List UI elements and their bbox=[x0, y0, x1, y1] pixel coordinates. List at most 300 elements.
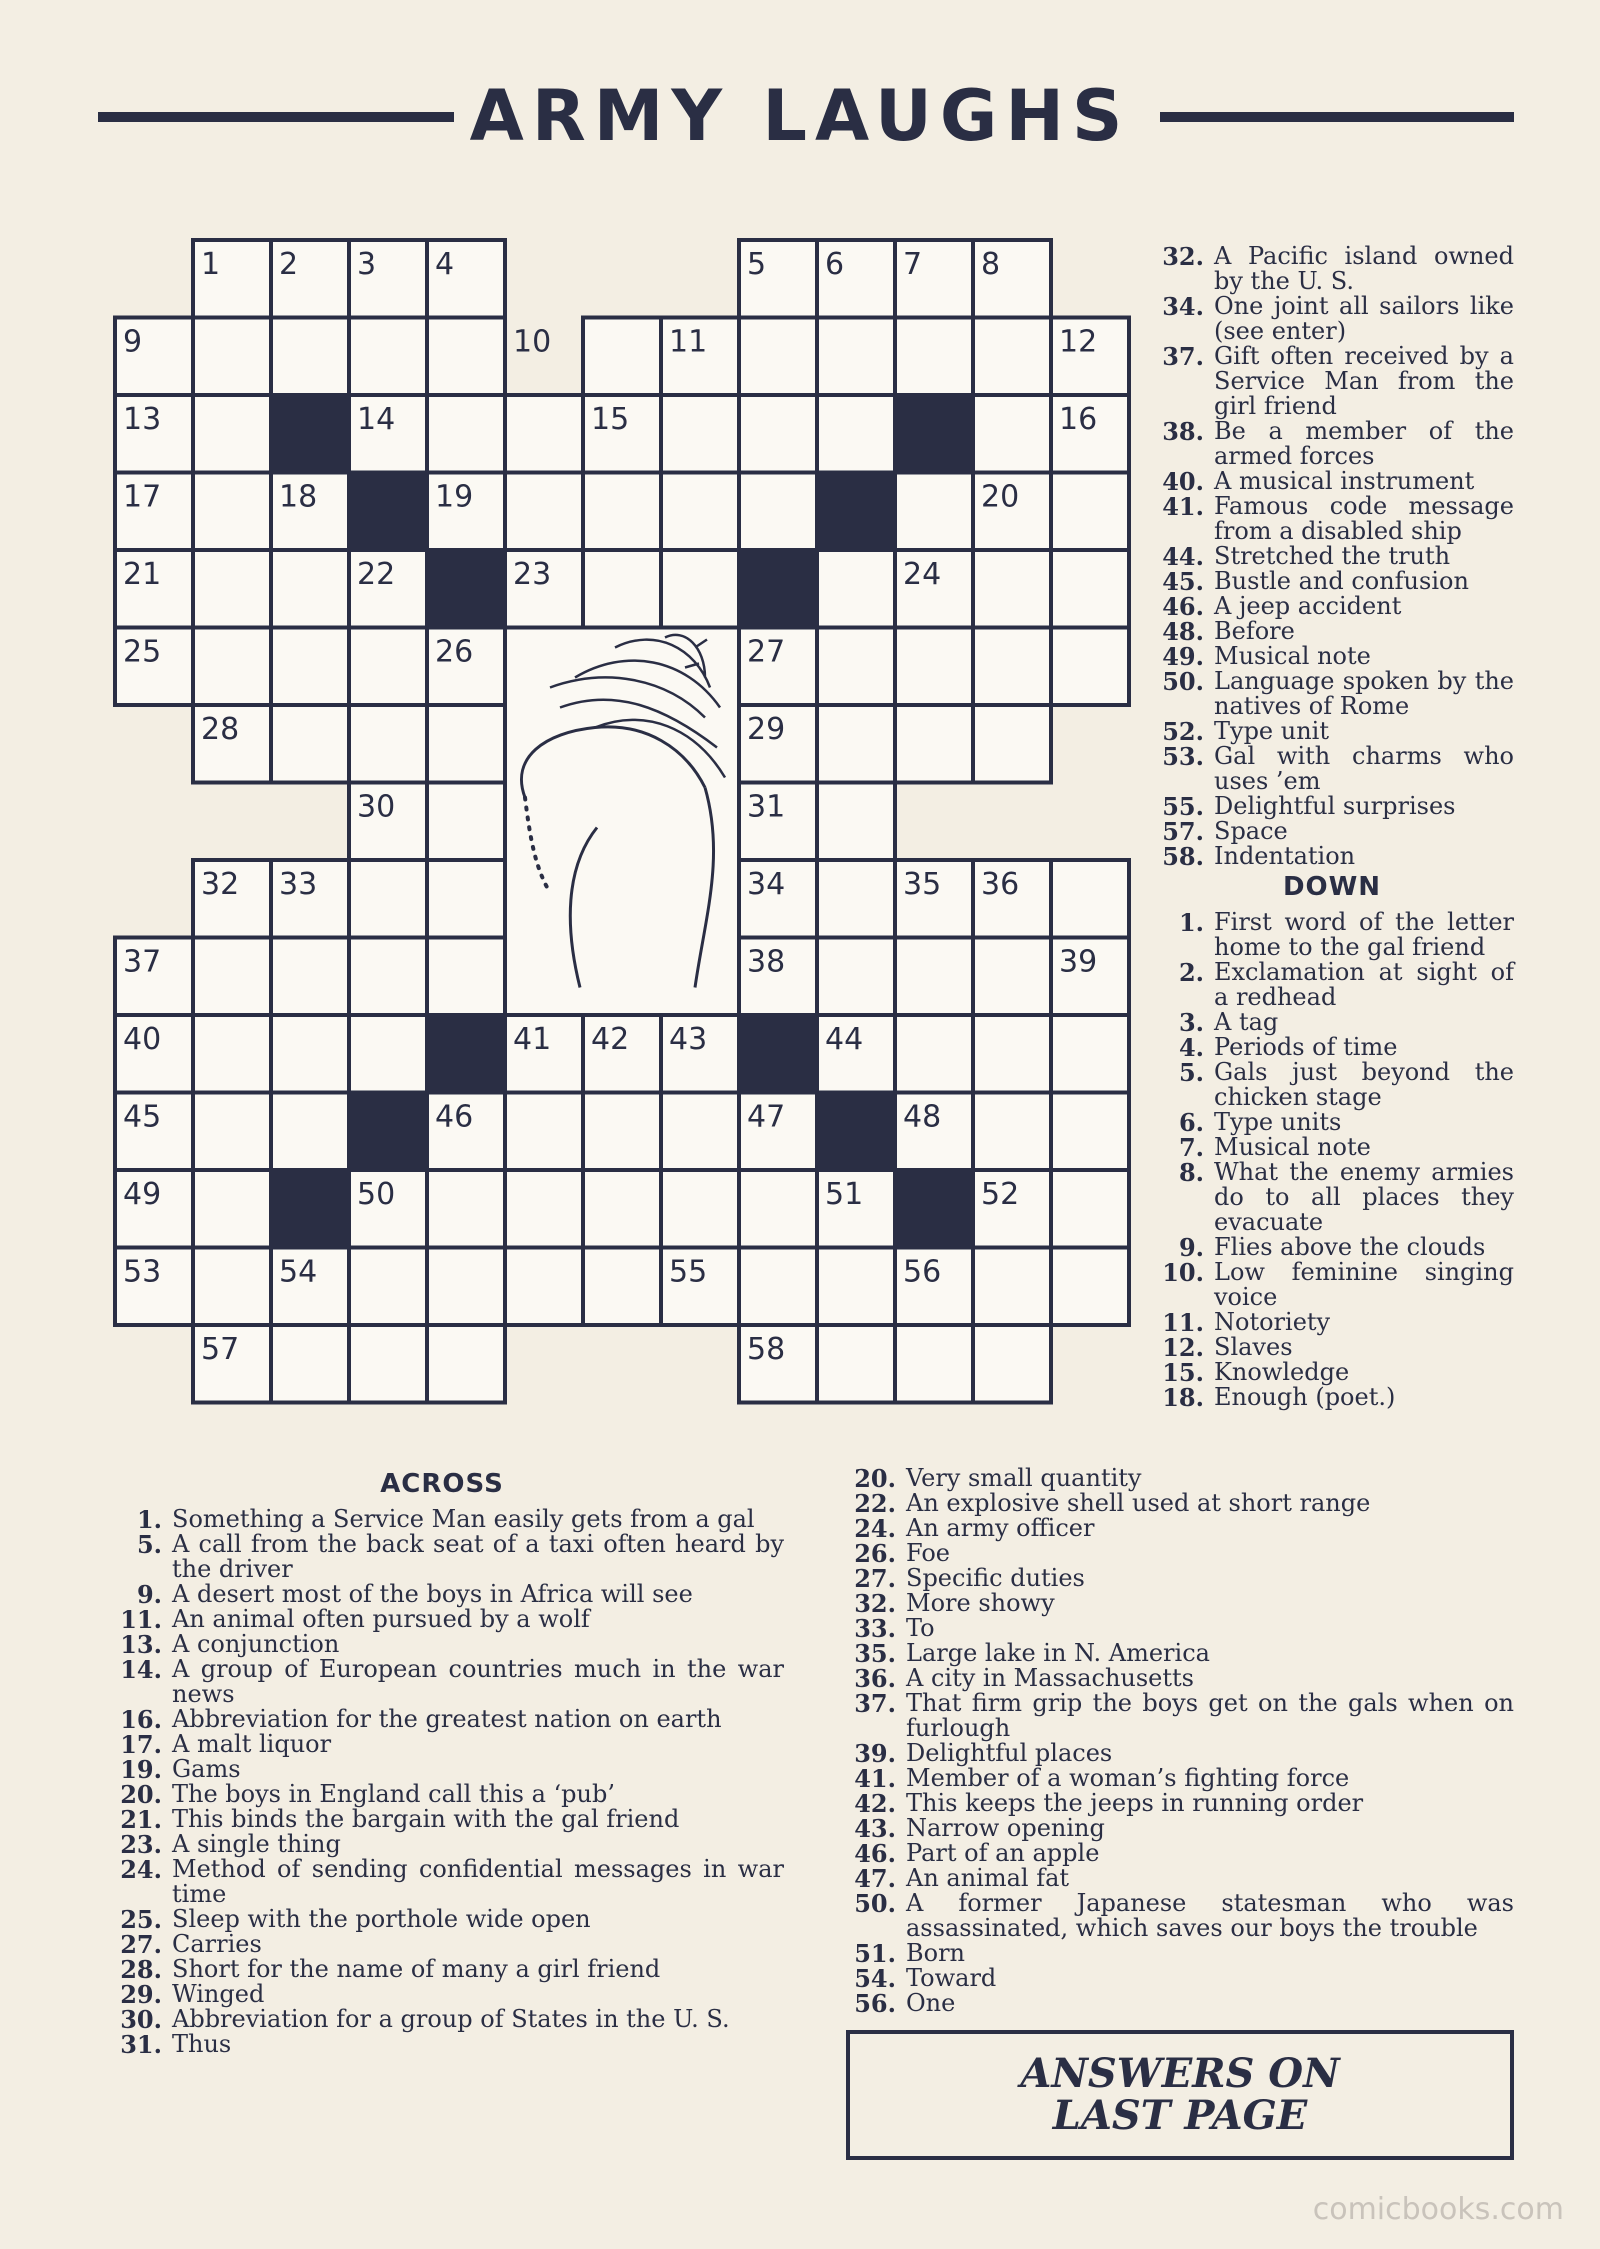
cell-number: 34 bbox=[747, 867, 786, 902]
cell-number: 17 bbox=[123, 479, 162, 515]
clue-text: Flies above the clouds bbox=[1214, 1233, 1486, 1261]
clue-number: 44. bbox=[1162, 542, 1204, 571]
clue-text: A jeep accident bbox=[1214, 592, 1402, 620]
clue-item bbox=[1150, 844, 1514, 869]
clue-item bbox=[100, 1782, 784, 1807]
grid-cell[interactable] bbox=[349, 705, 427, 783]
clue-number: 41. bbox=[854, 1764, 896, 1793]
grid-cell[interactable] bbox=[349, 1015, 427, 1093]
grid-cell[interactable] bbox=[661, 473, 739, 551]
cell-number: 24 bbox=[903, 557, 942, 592]
clue-number: 10. bbox=[1162, 1258, 1204, 1287]
grid-cell[interactable] bbox=[427, 783, 505, 861]
grid-cell[interactable] bbox=[739, 318, 817, 396]
grid-cell[interactable] bbox=[739, 395, 817, 473]
black-square bbox=[739, 550, 817, 628]
grid-cell[interactable] bbox=[349, 860, 427, 938]
clue-text: A city in Massachusetts bbox=[906, 1664, 1194, 1692]
clue-text: Born bbox=[906, 1939, 966, 1967]
clue-text: Enough (poet.) bbox=[1214, 1383, 1396, 1411]
clue-item bbox=[100, 1957, 784, 1982]
clue-number: 21. bbox=[120, 1805, 162, 1834]
clue-number: 58. bbox=[1162, 842, 1204, 871]
grid-cell[interactable] bbox=[427, 938, 505, 1016]
grid-cell[interactable] bbox=[271, 1015, 349, 1093]
clue-text: Specific duties bbox=[906, 1564, 1085, 1592]
grid-cell[interactable] bbox=[505, 395, 583, 473]
cell-number: 38 bbox=[747, 944, 786, 980]
clue-number: 20. bbox=[854, 1464, 896, 1493]
grid-cell[interactable] bbox=[973, 318, 1051, 396]
cell-number: 15 bbox=[591, 402, 630, 437]
clue-text: Indentation bbox=[1214, 842, 1356, 870]
cell-number: 25 bbox=[123, 634, 162, 670]
cell-number: 48 bbox=[903, 1099, 942, 1135]
cell-number: 8 bbox=[981, 247, 1001, 282]
clue-item bbox=[1150, 419, 1514, 469]
clue-text: A group of European countries much in the war news bbox=[172, 1655, 784, 1708]
clue-item bbox=[1150, 744, 1514, 794]
clue-number: 9. bbox=[136, 1580, 162, 1609]
grid-cell[interactable] bbox=[817, 550, 895, 628]
grid-cell[interactable] bbox=[193, 938, 271, 1016]
clue-number: 50. bbox=[1162, 667, 1204, 696]
down-clues-top bbox=[1150, 244, 1514, 1410]
clue-text: Knowledge bbox=[1214, 1358, 1350, 1386]
clue-item bbox=[840, 1516, 1514, 1541]
clue-item bbox=[100, 1732, 784, 1757]
down-heading: DOWN bbox=[1282, 872, 1382, 902]
clue-item bbox=[100, 1632, 784, 1657]
black-square bbox=[427, 1015, 505, 1093]
grid-cell[interactable] bbox=[895, 318, 973, 396]
clue-number: 18. bbox=[1162, 1383, 1204, 1412]
cell-number: 49 bbox=[123, 1177, 162, 1212]
grid-cell[interactable] bbox=[349, 938, 427, 1016]
clue-number: 11. bbox=[1162, 1308, 1204, 1337]
cell-number: 28 bbox=[201, 712, 240, 747]
clue-text: Something a Service Man easily gets from a gal bbox=[172, 1505, 755, 1533]
clue-text: An animal often pursued by a wolf bbox=[172, 1605, 590, 1633]
clue-item bbox=[840, 1791, 1514, 1816]
grid-cell[interactable] bbox=[817, 1248, 895, 1326]
grid-cell[interactable] bbox=[739, 473, 817, 551]
cell-number: 1 bbox=[201, 247, 221, 282]
grid-cell[interactable] bbox=[271, 938, 349, 1016]
grid-cell[interactable] bbox=[973, 628, 1051, 706]
cell-number: 46 bbox=[435, 1099, 474, 1135]
clue-text: Gams bbox=[172, 1755, 241, 1783]
clue-item bbox=[1150, 1335, 1514, 1360]
clue-text: To bbox=[906, 1614, 935, 1642]
clue-number: 29. bbox=[120, 1980, 162, 2009]
clue-item bbox=[840, 1691, 1514, 1741]
clue-item bbox=[100, 1532, 784, 1582]
black-square bbox=[427, 550, 505, 628]
grid-cell[interactable] bbox=[193, 1015, 271, 1093]
cell-number: 58 bbox=[747, 1332, 786, 1367]
clue-text: Toward bbox=[906, 1964, 997, 1992]
clue-item bbox=[1150, 294, 1514, 344]
grid-cell[interactable] bbox=[661, 395, 739, 473]
clue-item bbox=[840, 1741, 1514, 1766]
cell-number: 35 bbox=[903, 867, 942, 902]
cell-number: 12 bbox=[1059, 324, 1098, 360]
cell-number: 30 bbox=[357, 789, 396, 825]
black-square bbox=[817, 1093, 895, 1171]
clue-item bbox=[1150, 1310, 1514, 1335]
grid-cell[interactable] bbox=[583, 1093, 661, 1171]
grid-cell[interactable] bbox=[817, 318, 895, 396]
clue-number: 11. bbox=[120, 1605, 162, 1634]
clue-number: 55. bbox=[1162, 792, 1204, 821]
grid-cell[interactable] bbox=[349, 1248, 427, 1326]
grid-cell[interactable] bbox=[1051, 628, 1129, 706]
grid-cell[interactable] bbox=[271, 705, 349, 783]
clue-text: Language spoken by the natives of Rome bbox=[1214, 667, 1514, 720]
clue-item bbox=[840, 1966, 1514, 1991]
clue-item bbox=[100, 1757, 784, 1782]
grid-cell[interactable] bbox=[817, 705, 895, 783]
cell-number: 7 bbox=[903, 247, 923, 282]
clue-number: 27. bbox=[120, 1930, 162, 1959]
clue-number: 28. bbox=[120, 1955, 162, 1984]
grid-cell[interactable] bbox=[193, 1093, 271, 1171]
grid-cell[interactable] bbox=[349, 628, 427, 706]
clue-text: A call from the back seat of a taxi often heard by the driver bbox=[172, 1530, 784, 1583]
clue-item bbox=[100, 2007, 784, 2032]
grid-cell[interactable] bbox=[973, 938, 1051, 1016]
cell-number: 16 bbox=[1059, 402, 1098, 437]
grid-cell[interactable] bbox=[817, 395, 895, 473]
cell-number: 41 bbox=[513, 1022, 552, 1057]
black-square bbox=[271, 1170, 349, 1248]
cell-number: 29 bbox=[747, 712, 786, 747]
grid-cell[interactable] bbox=[895, 1325, 973, 1403]
clue-text: Stretched the truth bbox=[1214, 542, 1451, 570]
grid-cell[interactable] bbox=[427, 318, 505, 396]
cell-number: 11 bbox=[669, 324, 708, 360]
clue-item bbox=[1150, 644, 1514, 669]
clue-number: 22. bbox=[854, 1489, 896, 1518]
grid-cell[interactable] bbox=[817, 628, 895, 706]
cell-number: 23 bbox=[513, 557, 552, 592]
grid-cell[interactable] bbox=[1051, 1248, 1129, 1326]
clue-number: 25. bbox=[120, 1905, 162, 1934]
clue-item bbox=[1150, 1235, 1514, 1260]
clue-text: Large lake in N. America bbox=[906, 1639, 1210, 1667]
grid-cell[interactable] bbox=[973, 705, 1051, 783]
grid-cell[interactable] bbox=[895, 628, 973, 706]
cell-number: 54 bbox=[279, 1254, 318, 1290]
clue-item bbox=[840, 1891, 1514, 1941]
cell-number: 2 bbox=[279, 247, 299, 282]
clue-number: 6. bbox=[1178, 1108, 1204, 1137]
clue-number: 50. bbox=[854, 1889, 896, 1918]
clue-number: 31. bbox=[120, 2030, 162, 2059]
black-square bbox=[349, 1093, 427, 1171]
cell-number: 9 bbox=[123, 324, 143, 360]
grid-cell[interactable] bbox=[427, 860, 505, 938]
clue-text: Part of an apple bbox=[906, 1839, 1100, 1867]
grid-cell[interactable] bbox=[1051, 1015, 1129, 1093]
cell-number: 13 bbox=[123, 402, 162, 437]
black-square bbox=[895, 395, 973, 473]
cell-number: 22 bbox=[357, 557, 396, 592]
cell-number: 33 bbox=[279, 867, 318, 902]
grid-cell[interactable] bbox=[427, 395, 505, 473]
clue-item bbox=[840, 1666, 1514, 1691]
grid-cell[interactable] bbox=[193, 318, 271, 396]
clue-number: 14. bbox=[120, 1655, 162, 1684]
clue-number: 45. bbox=[1162, 567, 1204, 596]
clue-number: 12. bbox=[1162, 1333, 1204, 1362]
clue-item bbox=[1150, 469, 1514, 494]
clue-item bbox=[1150, 960, 1514, 1010]
grid-cell[interactable] bbox=[973, 1093, 1051, 1171]
grid-cell[interactable] bbox=[661, 550, 739, 628]
clue-item bbox=[840, 1466, 1514, 1491]
grid-cell[interactable] bbox=[427, 1248, 505, 1326]
cell-number: 52 bbox=[981, 1177, 1020, 1212]
grid-cell[interactable] bbox=[505, 1248, 583, 1326]
clue-number: 56. bbox=[854, 1989, 896, 2018]
grid-cell[interactable] bbox=[271, 628, 349, 706]
grid-cell[interactable] bbox=[505, 1170, 583, 1248]
clue-item bbox=[1150, 344, 1514, 419]
clue-text: A musical instrument bbox=[1214, 467, 1475, 495]
grid-cell[interactable] bbox=[895, 705, 973, 783]
clue-text: The boys in England call this a ‘pub’ bbox=[172, 1780, 615, 1808]
black-square bbox=[271, 395, 349, 473]
cell-number: 55 bbox=[669, 1254, 708, 1290]
clue-number: 42. bbox=[854, 1789, 896, 1818]
grid-cell[interactable] bbox=[193, 1248, 271, 1326]
cell-number: 5 bbox=[747, 247, 767, 282]
grid-cell[interactable] bbox=[661, 1093, 739, 1171]
grid-cell[interactable] bbox=[1051, 473, 1129, 551]
grid-cell[interactable] bbox=[895, 938, 973, 1016]
grid-cell[interactable] bbox=[973, 550, 1051, 628]
clue-text: A former Japanese statesman who was assassinated, which saves our boys the trouble bbox=[906, 1889, 1514, 1942]
clue-number: 20. bbox=[120, 1780, 162, 1809]
grid-cell[interactable] bbox=[193, 1170, 271, 1248]
clue-item bbox=[840, 1941, 1514, 1966]
clue-text: An animal fat bbox=[906, 1864, 1070, 1892]
clue-number: 39. bbox=[854, 1739, 896, 1768]
grid-cell[interactable] bbox=[427, 1325, 505, 1403]
clue-text: Gals just beyond the chicken stage bbox=[1214, 1058, 1514, 1111]
page-title: ARMY LAUGHS bbox=[469, 75, 1131, 157]
clue-item bbox=[840, 1816, 1514, 1841]
cell-number: 20 bbox=[981, 479, 1020, 515]
grid-cell[interactable] bbox=[271, 318, 349, 396]
clue-number: 37. bbox=[1162, 342, 1204, 371]
clue-text: A single thing bbox=[172, 1830, 341, 1858]
clue-number: 17. bbox=[120, 1730, 162, 1759]
grid-cell[interactable] bbox=[505, 473, 583, 551]
clue-text: Thus bbox=[172, 2030, 232, 2058]
grid-cell[interactable] bbox=[817, 860, 895, 938]
clue-text: Delightful places bbox=[906, 1739, 1113, 1767]
clue-number: 13. bbox=[120, 1630, 162, 1659]
clue-number: 57. bbox=[1162, 817, 1204, 846]
clue-number: 33. bbox=[854, 1614, 896, 1643]
clue-item bbox=[1150, 669, 1514, 719]
cell-number: 40 bbox=[123, 1022, 162, 1057]
grid-cell[interactable] bbox=[895, 473, 973, 551]
cell-number: 39 bbox=[1059, 944, 1098, 980]
clue-text: Slaves bbox=[1214, 1333, 1293, 1361]
cell-number: 56 bbox=[903, 1254, 942, 1290]
clue-text: More showy bbox=[906, 1589, 1055, 1617]
grid-cell[interactable] bbox=[973, 1015, 1051, 1093]
clue-item bbox=[840, 1491, 1514, 1516]
clue-text: Foe bbox=[906, 1539, 950, 1567]
clue-text: Be a member of the armed forces bbox=[1214, 417, 1514, 470]
watermark: comicbooks.com bbox=[1312, 2192, 1564, 2227]
clue-item bbox=[1150, 1385, 1514, 1410]
clue-number: 46. bbox=[854, 1839, 896, 1868]
clue-number: 43. bbox=[854, 1814, 896, 1843]
answers-note: ANSWERS ON LAST PAGE bbox=[846, 2030, 1514, 2160]
grid-cell[interactable] bbox=[661, 1170, 739, 1248]
clue-item bbox=[1150, 719, 1514, 744]
clue-number: 51. bbox=[854, 1939, 896, 1968]
grid-cell[interactable] bbox=[973, 395, 1051, 473]
grid-cell[interactable] bbox=[193, 473, 271, 551]
cell-number: 19 bbox=[435, 479, 474, 515]
clue-number: 26. bbox=[854, 1539, 896, 1568]
clue-item bbox=[1150, 594, 1514, 619]
clue-text: Before bbox=[1214, 617, 1295, 645]
cell-number: 26 bbox=[435, 634, 474, 670]
grid-cell[interactable] bbox=[583, 473, 661, 551]
across-section bbox=[100, 1466, 784, 2057]
grid-cell[interactable] bbox=[1051, 1093, 1129, 1171]
clue-number: 32. bbox=[854, 1589, 896, 1618]
clue-item bbox=[100, 1707, 784, 1732]
clue-item bbox=[100, 1807, 784, 1832]
grid-cell[interactable] bbox=[193, 550, 271, 628]
clue-text: That firm grip the boys get on the gals when on furlough bbox=[906, 1689, 1514, 1742]
cell-number: 21 bbox=[123, 557, 162, 592]
cell-number: 32 bbox=[201, 867, 240, 902]
clue-text: This keeps the jeeps in running order bbox=[906, 1789, 1364, 1817]
grid-cell[interactable] bbox=[193, 628, 271, 706]
clue-item bbox=[1150, 569, 1514, 594]
grid-cell[interactable] bbox=[427, 1170, 505, 1248]
clue-text: Very small quantity bbox=[906, 1464, 1142, 1492]
grid-cell[interactable] bbox=[271, 1093, 349, 1171]
grid-cell[interactable] bbox=[817, 783, 895, 861]
clue-item bbox=[1150, 1035, 1514, 1060]
clue-number: 37. bbox=[854, 1689, 896, 1718]
grid-cell[interactable] bbox=[583, 318, 661, 396]
clue-number: 30. bbox=[120, 2005, 162, 2034]
clue-number: 24. bbox=[854, 1514, 896, 1543]
across-heading: ACROSS bbox=[380, 1469, 504, 1499]
clue-text: Narrow opening bbox=[906, 1814, 1105, 1842]
cell-number: 57 bbox=[201, 1332, 240, 1367]
clue-text: What the enemy armies do to all places they evacuate bbox=[1214, 1158, 1514, 1236]
black-square bbox=[349, 473, 427, 551]
grid-cell[interactable] bbox=[817, 1325, 895, 1403]
clue-number: 4. bbox=[1178, 1033, 1204, 1062]
clue-item bbox=[100, 1607, 784, 1632]
grid-cell[interactable] bbox=[349, 318, 427, 396]
grid-cell[interactable] bbox=[193, 395, 271, 473]
clue-number: 35. bbox=[854, 1639, 896, 1668]
grid-cell[interactable] bbox=[973, 1325, 1051, 1403]
clue-number: 1. bbox=[136, 1505, 162, 1534]
cell-number: 42 bbox=[591, 1022, 630, 1057]
grid-cell[interactable] bbox=[1051, 860, 1129, 938]
clue-number: 46. bbox=[1162, 592, 1204, 621]
clue-text: Abbreviation for the greatest nation on earth bbox=[172, 1705, 722, 1733]
clue-text: One joint all sailors like (see enter) bbox=[1214, 292, 1514, 345]
clue-number: 15. bbox=[1162, 1358, 1204, 1387]
clue-number: 24. bbox=[120, 1855, 162, 1884]
black-square bbox=[895, 1170, 973, 1248]
clue-text: Notoriety bbox=[1214, 1308, 1331, 1336]
grid-cell[interactable] bbox=[427, 705, 505, 783]
clue-item bbox=[1150, 1160, 1514, 1235]
clue-item bbox=[1150, 910, 1514, 960]
clue-number: 1. bbox=[1178, 908, 1204, 937]
grid-cell[interactable] bbox=[583, 1248, 661, 1326]
grid-cell[interactable] bbox=[349, 1325, 427, 1403]
clue-item bbox=[100, 1582, 784, 1607]
cell-number: 37 bbox=[123, 944, 162, 980]
grid-cell[interactable] bbox=[583, 550, 661, 628]
clue-number: 3. bbox=[1178, 1008, 1204, 1037]
grid-cell[interactable] bbox=[739, 1170, 817, 1248]
clue-item bbox=[1150, 1110, 1514, 1135]
clue-item bbox=[1150, 494, 1514, 544]
clue-number: 5. bbox=[136, 1530, 162, 1559]
clue-item bbox=[100, 1657, 784, 1707]
clue-text: Exclamation at sight of a redhead bbox=[1214, 958, 1514, 1011]
clue-text: Famous code message from a disabled ship bbox=[1214, 492, 1514, 545]
clue-item bbox=[100, 1982, 784, 2007]
clue-item bbox=[100, 1832, 784, 1857]
grid-cell[interactable] bbox=[583, 1170, 661, 1248]
grid-cell[interactable] bbox=[895, 1015, 973, 1093]
clue-number: 54. bbox=[854, 1964, 896, 1993]
grid-cell[interactable] bbox=[1051, 1170, 1129, 1248]
clue-number: 27. bbox=[854, 1564, 896, 1593]
grid-cell[interactable] bbox=[1051, 550, 1129, 628]
clue-item bbox=[1150, 1135, 1514, 1160]
grid-cell[interactable] bbox=[973, 1248, 1051, 1326]
grid-cell[interactable] bbox=[505, 1093, 583, 1171]
clue-text: Type units bbox=[1214, 1108, 1342, 1136]
grid-cell[interactable] bbox=[271, 1325, 349, 1403]
clue-number: 34. bbox=[1162, 292, 1204, 321]
grid-cell[interactable] bbox=[739, 1248, 817, 1326]
grid-cell[interactable] bbox=[271, 550, 349, 628]
grid-cell[interactable] bbox=[817, 938, 895, 1016]
cell-number: 27 bbox=[747, 634, 786, 670]
clue-text: A conjunction bbox=[172, 1630, 340, 1658]
cell-number: 31 bbox=[747, 789, 786, 825]
clue-text: Type unit bbox=[1214, 717, 1329, 745]
clue-text: Gift often received by a Service Man from the girl friend bbox=[1214, 342, 1514, 420]
clue-text: Carries bbox=[172, 1930, 262, 1958]
clue-number: 32. bbox=[1162, 242, 1204, 271]
clue-text: Method of sending confidential messages in war time bbox=[172, 1855, 784, 1908]
